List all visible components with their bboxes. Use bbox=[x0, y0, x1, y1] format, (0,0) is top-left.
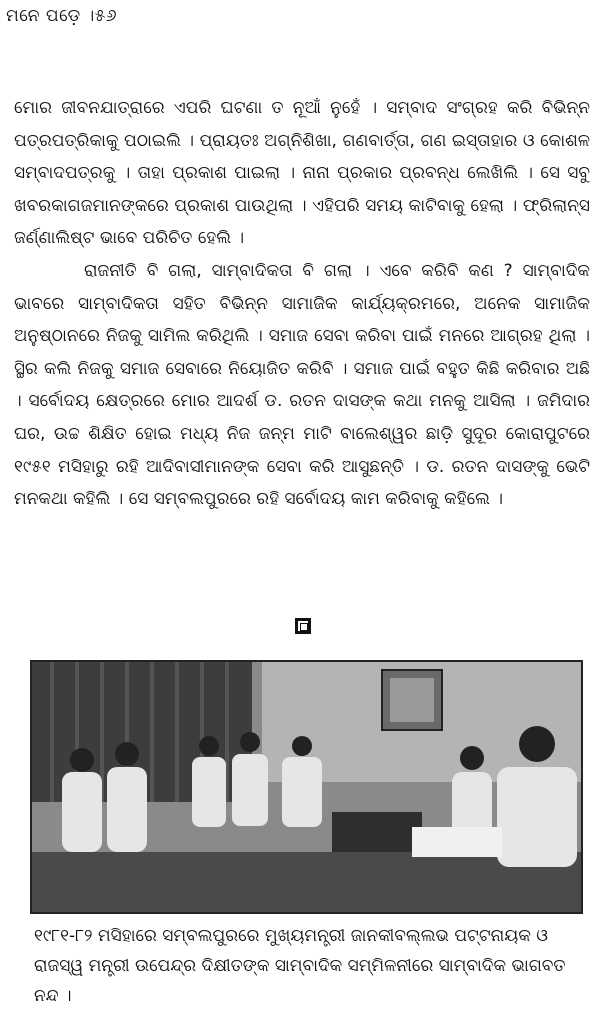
meeting-photo bbox=[30, 660, 583, 914]
caption-line-2: ରାଜସ୍ୱ ମନ୍ତ୍ରୀ ଉପେନ୍ଦ୍ର ଦିକ୍ଷୀତଙ୍କ ସାମ୍ବାଦିକ ସମ୍ମିଳନୀରେ ସାମ୍ବାଦିକ ଭାଗବତ ନନ୍ଦ । bbox=[34, 956, 566, 1006]
photo-caption bbox=[34, 921, 590, 1011]
meeting-photo-image bbox=[32, 662, 581, 912]
body-text bbox=[14, 92, 590, 516]
paragraph-2: ରାଜନୀତି ବି ଗଲା, ସାମ୍ବାଦିକତା ବି ଗଲା । ଏବେ କରିବି କଣ ? ସାମ୍ବାଦିକ ଭାବରେ ସାମ୍ବାଦିକତା ସହିତ ବିଭିନ୍ନ ସାମାଜିକ କାର୍ଯ୍ୟକ୍ରମରେ, ଅନେକ ସାମାଜିକ ଅନୁଷ୍ଠାନରେ ନିଜକୁ ସାମିଲ କରିଥିଲି । ସମାଜ ସେବା କରିବା ପାଇଁ ମନରେ ଆଗ୍ରହ ଥିଲା । ସ୍ଥିର କଲି ନିଜକୁ ସମାଜ ସେବାରେ ନିୟୋଜିତ କରିବି । ସମାଜ ପାଇଁ ବହୁତ କିଛି କରିବାର ଅଛି । ସର୍ବୋଦୟ କ୍ଷେତ୍ରରେ ମୋର ଆଦର୍ଶ ଡ. ରତନ ଦାସଙ୍କ କଥା ମନକୁ ଆସିଲା । ଜମିଦାର ଘର, ଉଚ୍ଚ ଶିକ୍ଷିତ ହୋଇ ମଧ୍ୟ ନିଜ ଜନ୍ମ ମାଟି ବାଲେଶ୍ୱର ଛାଡ଼ି ସୁଦୂର କୋରାପୁଟରେ ୧୯୫୧ ମସିହାରୁ ରହି ଆଦିବାସୀମାନଙ୍କ ସେବା କରି ଆସୁଛନ୍ତି । ଡ. ରତନ ଦାସଙ୍କୁ ଭେଟି ମନକଥା କହିଲି । ସେ ସମ୍ବଲପୁରରେ ରହି ସର୍ବୋଦୟ କାମ କରିବାକୁ କହିଲେ । bbox=[14, 260, 590, 510]
section-end-mark bbox=[295, 618, 311, 634]
running-header: ମନେ ପଡ଼େ ।୫୬ bbox=[6, 6, 118, 26]
paragraph-1: ମୋର ଜୀବନଯାତ୍ରାରେ ଏପରି ଘଟଣା ତ ନୂଆଁ ନୁହେଁ । ସମ୍ବାଦ ସଂଗ୍ରହ କରି ବିଭିନ୍ନ ପତ୍ରପତ୍ରିକାକୁ ପଠାଇଲି । ପ୍ରାୟତଃ ଅଗ୍ନିଶିଖା, ଗଣବାର୍ତ୍ତା, ଗଣ ଇସ୍ତାହାର ଓ କୋଶଳ ସମ୍ବାଦପତ୍ରକୁ । ତାହା ପ୍ରକାଶ ପାଇଲା । ନାନା ପ୍ରକାର ପ୍ରବନ୍ଧ ଲେଖିଲି । ସେ ସବୁ ଖବରକାଗଜମାନଙ୍କରେ ପ୍ରକାଶ ପାଉଥିଲା । ଏହିପରି ସମୟ କାଟିବାକୁ ହେଲା । ଫ୍ରିଲାନ୍ସ ଜର୍ଣ୍ଣାଲିଷ୍ଟ ଭାବେ ପରିଚିତ ହେଲି । bbox=[14, 98, 590, 249]
caption-line-1: ୧୯୮୧-୮୨ ମସିହାରେ ସମ୍ବଲପୁରରେ ମୁଖ୍ୟମନ୍ତ୍ରୀ ଜାନକୀବଲ୍ଲଭ ପଟ୍ଟନାୟକ ଓ bbox=[34, 926, 548, 946]
